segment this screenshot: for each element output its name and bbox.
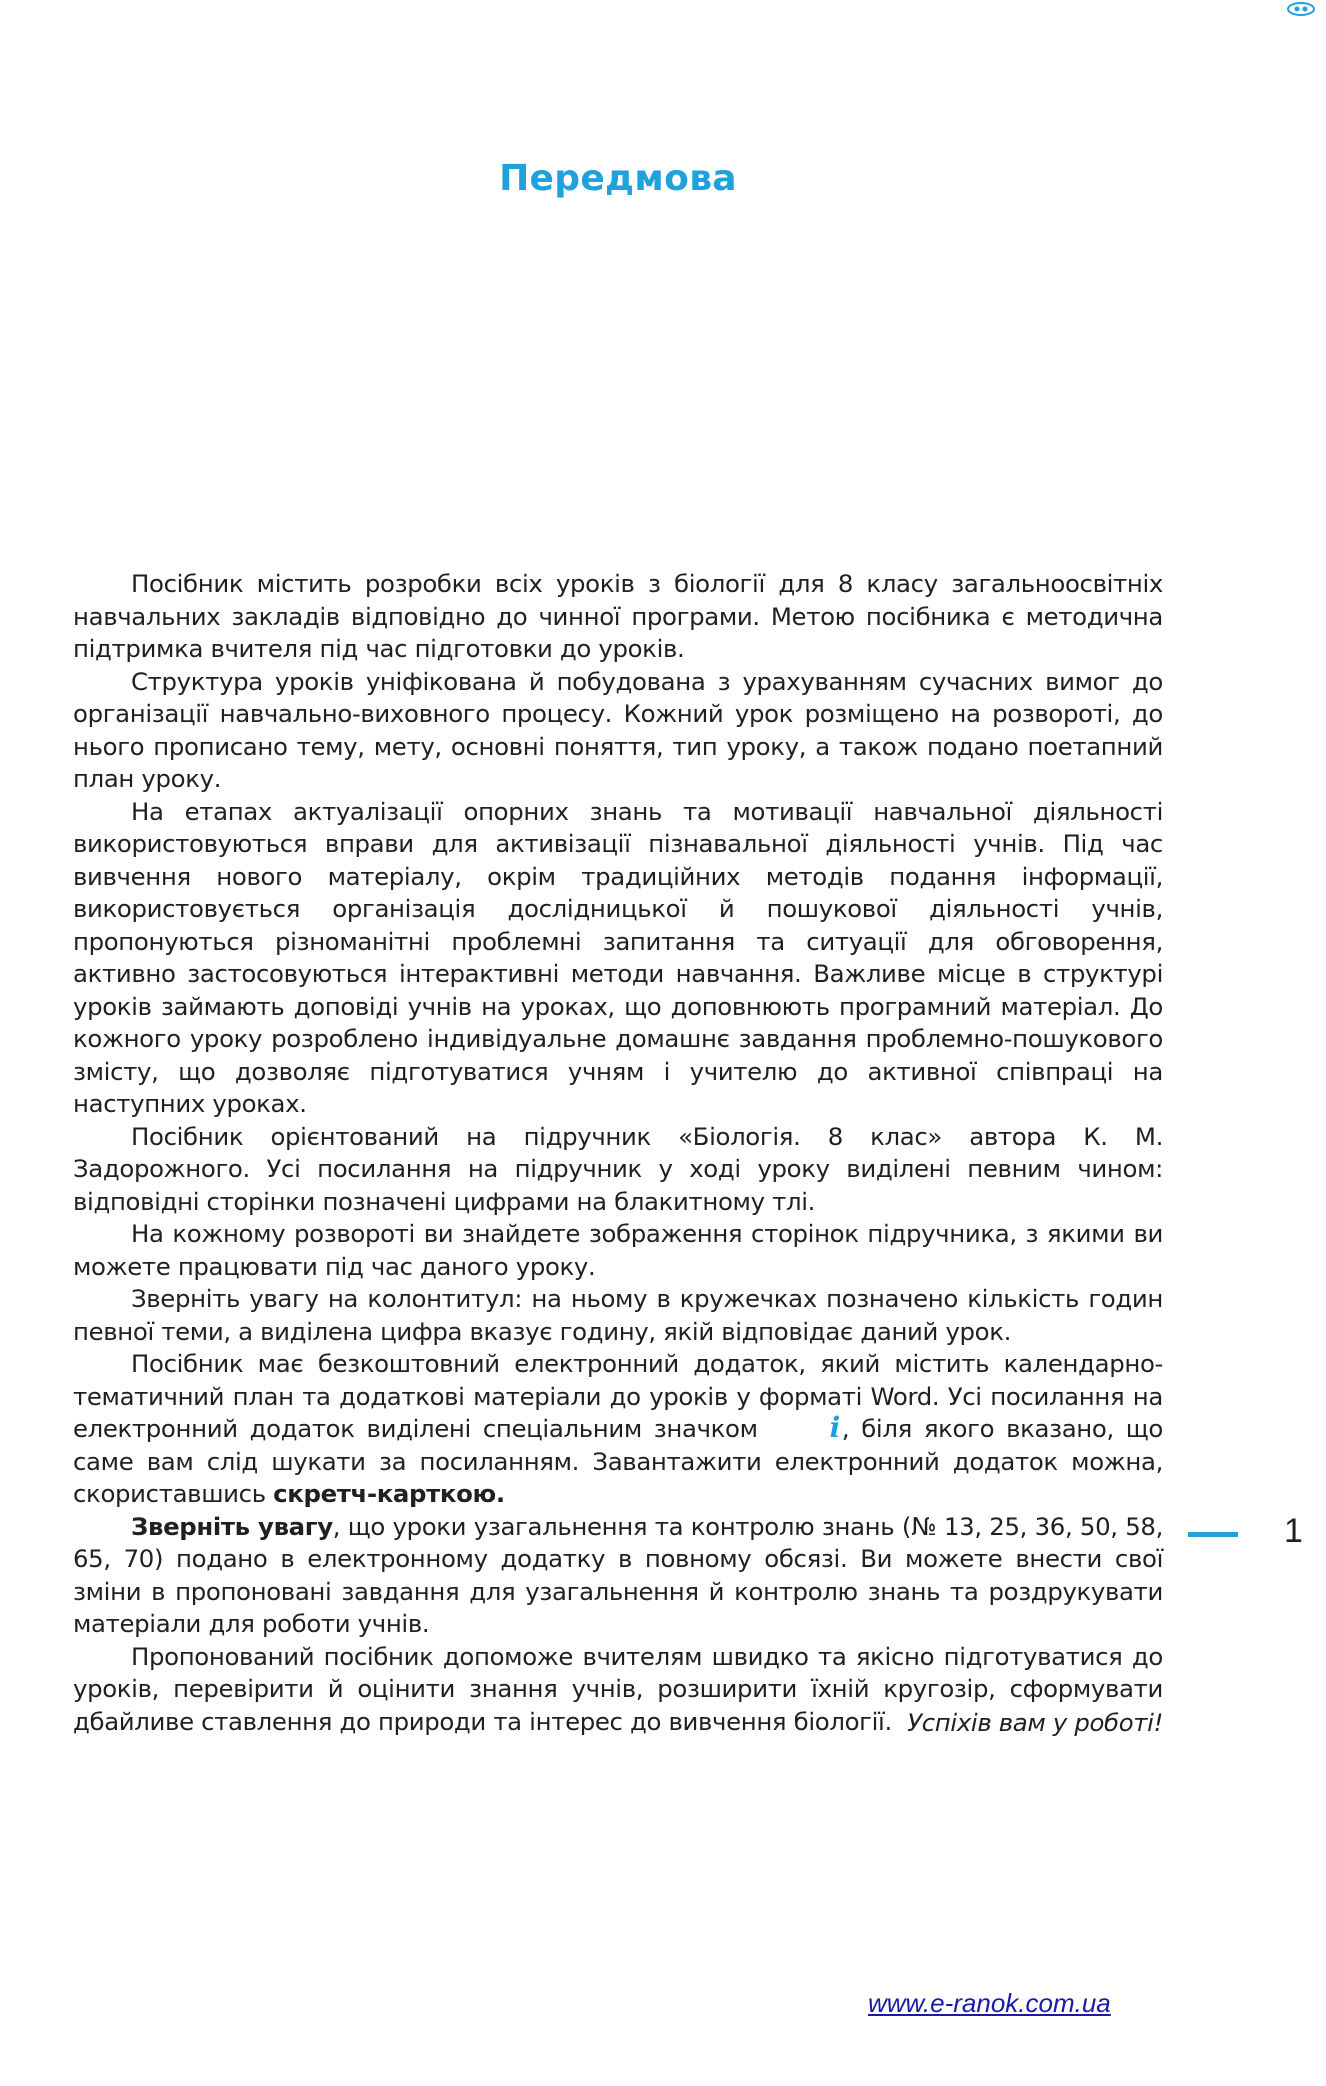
paragraph: На кожному розвороті ви знайдете зображення сторінок підручника, з якими ви можете працювати під час даного уроку. (73, 1219, 1163, 1281)
paragraph-text: Посібник має безкоштовний електронний додаток, який містить календарно-тематичний план та додаткові матеріали до уроків у форматі Word. Усі посилання на електронний додаток виділені спеціальним значком (73, 1349, 1163, 1443)
page-number: 1 (1284, 1512, 1303, 1550)
page-marker-line (1188, 1532, 1238, 1537)
paragraph: Пропонований посібник допоможе вчителям швидко та якісно підготуватися до уроків, перевірити й оцінити знання учнів, розширити їхній кругозір, сформувати дбайливе ставлення до природи та інтерес до вивчення біології. (73, 1641, 1163, 1736)
paragraph: Посібник містить розробки всіх уроків з біології для 8 класу загальноосвітніх навчальних закладів відповідно до чинної програми. Метою посібника є методична підтримка вчителя під час підготовки до уроків. (73, 569, 1163, 663)
paragraph: На етапах актуалізації опорних знань та мотивації навчальної діяльності використовуються вправи для активізації пізнавальної діяльності учнів. Під час вивчення нового матеріалу, окрім традиційних методів подання інформації, використовується організація дослідницької й пошукової діяльності учнів, пропонуються різноманітні проблемні запитання та ситуації для обговорення, активно застосовуються інтерактивні методи навчання. Важливе місце в структурі уроків займають доповіді учнів на уроках, що доповнюють програмний матеріал. До кожного уроку розроблено індивідуальне домашнє завдання проблемно-пошукового змісту, що дозволяє підготуватися учням і учителю до активної співпраці на наступних уроках. (73, 796, 1163, 1118)
paragraph: Зверніть увагу на колонтитул: на ньому в кружечках позначено кількість годин певної теми, а виділена цифра вказує годину, якій відповідає даний урок. (73, 1284, 1163, 1346)
website-link[interactable]: www.e-ranok.com.ua (868, 1988, 1111, 2018)
closing-wish: Успіхів вам у роботі! (907, 1708, 1163, 1737)
paragraph-attention (73, 1511, 1163, 1641)
info-icon: i (829, 1411, 840, 1444)
attention-emphasis: Зверніть увагу (131, 1511, 333, 1541)
paragraph: Структура уроків уніфікована й побудована з урахуванням сучасних вимог до організації навчально-виховного процесу. Кожний урок розміщено на розвороті, до нього прописано тему, мету, основні поняття, тип уроку, а також подано поетапний план уроку. (73, 666, 1163, 793)
scratch-card-emphasis: скретч-карткою (273, 1479, 496, 1508)
paragraph-text: , що уроки узагальнення та контролю знань (№ 13, 25, 36, 50, 58, 65, 70) подано в електронному додатку в повному обсязі. Ви можете внести свої зміни в пропоновані завдання для узагальнення й контролю знань та роздрукувати матеріали для роботи учнів. (73, 1511, 1163, 1638)
paragraph-electronic-supplement (73, 1348, 1163, 1511)
paragraph-end: . (495, 1479, 505, 1508)
page-title: Передмова (499, 158, 737, 199)
preface-body (73, 568, 1163, 1738)
publisher-logo-icon (1286, 0, 1316, 16)
paragraph-text: , біля якого вказано, що саме вам слід шукати за посиланням. Завантажити електронний додаток можна, скориставшись (73, 1414, 1163, 1508)
paragraph: Посібник орієнтований на підручник «Біологія. 8 клас» автора К. М. Задорожного. Усі посилання на підручник у ході уроку виділені певним чином: відповідні сторінки позначені цифрами на блакитному тлі. (73, 1121, 1163, 1216)
